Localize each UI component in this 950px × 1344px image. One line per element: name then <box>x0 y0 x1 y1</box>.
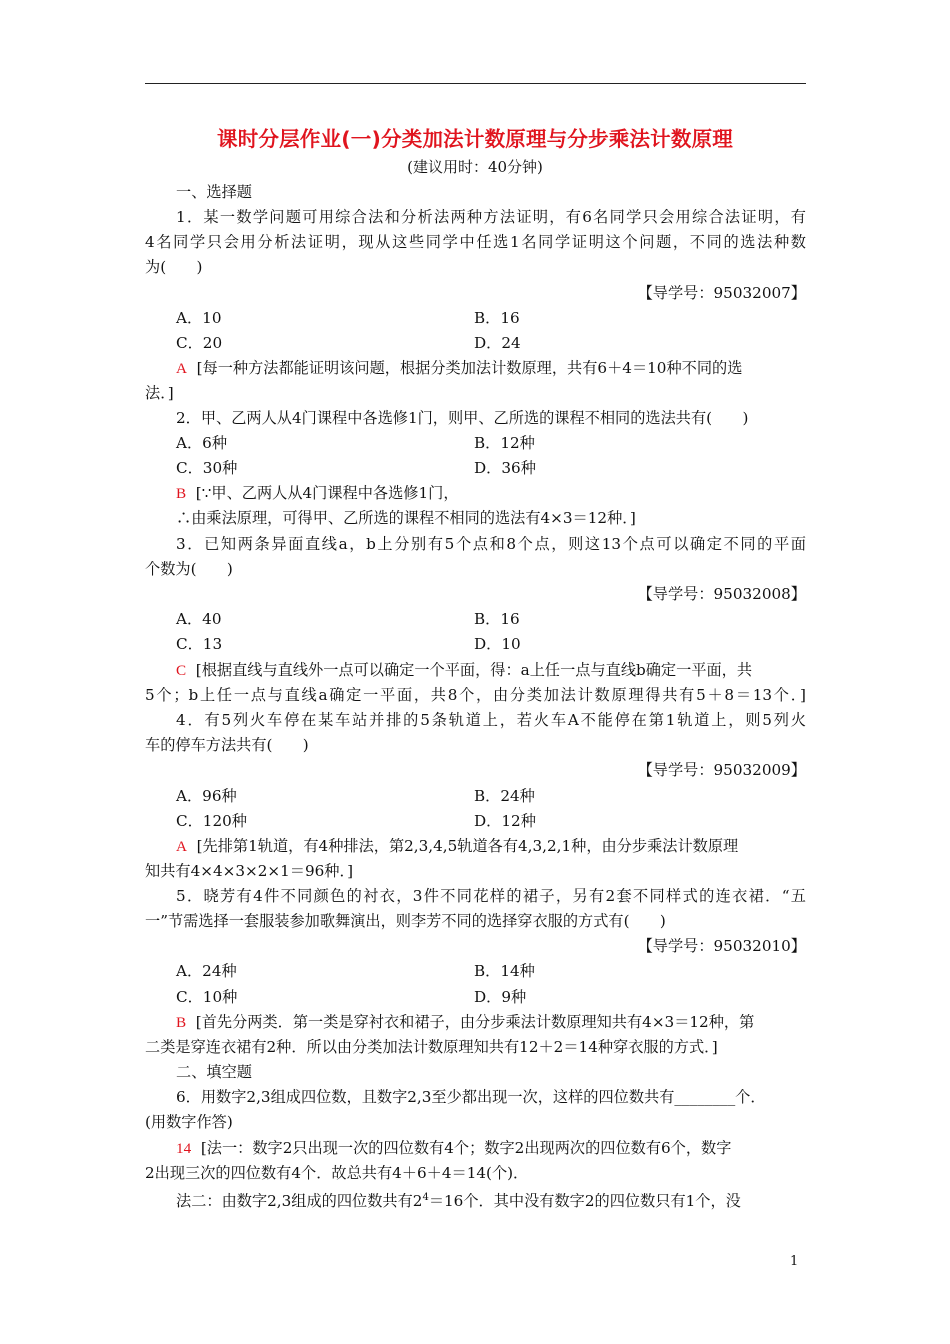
q4-solution-line-1 <box>176 837 806 856</box>
q4-explanation-1: [先排第1轨道，有4种排法，第2,3,4,5轨道各有4,3,2,1种，由分步乘法计数原理 <box>196 837 739 855</box>
q2-explanation-1: [∵甲、乙两人从4门课程中各选修1门， <box>195 484 459 502</box>
q5-answer: B <box>176 1014 187 1031</box>
q1-option-a: A．10 <box>176 309 222 327</box>
q6-stem-line-2: (用数字作答) <box>145 1113 233 1131</box>
q1-stem-line-2: 4名同学只会用分析法证明，现从这些同学中任选1名同学证明这个问题，不同的选法种数 <box>145 233 806 251</box>
page-number: 1 <box>790 1254 799 1269</box>
q1-stem-line-3: 为( ) <box>145 258 203 276</box>
q5-solution-line-1 <box>176 1013 806 1032</box>
q2-solution-line-1 <box>176 484 806 503</box>
section-heading-choice: 一、选择题 <box>176 183 252 201</box>
q6-explanation-1: [法一：数字2只出现一次的四位数有4个；数字2出现两次的四位数有6个，数字 <box>200 1139 732 1157</box>
q3-option-a: A．40 <box>176 610 222 628</box>
q6-explanation-3b: ＝16个．其中没有数字2的四位数只有1个，没 <box>428 1192 741 1211</box>
q2-option-a: A．6种 <box>176 434 228 452</box>
page-subtitle: (建议用时：40分钟) <box>407 158 543 176</box>
q3-option-b: B．16 <box>474 610 520 628</box>
q1-option-b: B．16 <box>474 309 520 327</box>
q5-option-c: C．10种 <box>176 988 238 1006</box>
q2-option-c: C．30种 <box>176 459 238 477</box>
q1-option-d: D．24 <box>474 334 521 352</box>
q3-answer: C <box>176 662 187 679</box>
q5-stem-line-2: 一”节需选择一套服装参加歌舞演出，则李芳不同的选择穿衣服的方式有( ) <box>145 912 666 930</box>
q3-solution-line-1 <box>176 661 806 680</box>
q6-solution-line-1 <box>176 1139 806 1158</box>
q3-explanation-2: 5个；b上任一点与直线a确定一平面，共8个，由分类加法计数原理得共有5＋8＝13个．] <box>145 686 806 704</box>
q3-stem-line-1: 3．已知两条异面直线a，b上分别有5个点和8个点，则这13个点可以确定不同的平面 <box>176 535 806 553</box>
q6-explanation-3a: 法二：由数字2,3组成的四位数共有2 <box>176 1192 423 1211</box>
q6-stem-line-1: 6．用数字2,3组成四位数，且数字2,3至少都出现一次，这样的四位数共有________个． <box>176 1088 766 1106</box>
q2-explanation-2: ∴由乘法原理，可得甲、乙所选的课程不相同的选法有4×3＝12种．] <box>176 509 636 527</box>
q5-option-a: A．24种 <box>176 962 237 980</box>
q2-option-d: D．36种 <box>474 459 536 477</box>
q4-guide-number: 【导学号：95032009】 <box>637 761 806 779</box>
q6-explanation-2: 2出现三次的四位数有4个．故总共有4＋6＋4＝14(个)． <box>145 1164 529 1182</box>
q1-solution-line-1 <box>176 359 806 378</box>
header-rule <box>145 83 806 84</box>
q3-option-d: D．10 <box>474 635 521 653</box>
q3-guide-number: 【导学号：95032008】 <box>637 585 806 603</box>
q2-stem-line-1: 2．甲、乙两人从4门课程中各选修1门，则甲、乙所选的课程不相同的选法共有( ) <box>176 409 749 427</box>
q1-stem-line-1: 1．某一数学问题可用综合法和分析法两种方法证明，有6名同学只会用综合法证明，有 <box>176 208 806 226</box>
q6-exponent: 4 <box>422 1192 429 1203</box>
q4-stem-line-1: 4．有5列火车停在某车站并排的5条轨道上，若火车A不能停在第1轨道上，则5列火 <box>176 711 806 729</box>
q2-option-b: B．12种 <box>474 434 535 452</box>
q5-explanation-2: 二类是穿连衣裙有2种．所以由分类加法计数原理知共有12＋2＝14种穿衣服的方式．] <box>145 1038 718 1056</box>
q4-answer: A <box>176 838 187 855</box>
q5-option-d: D．9种 <box>474 988 527 1006</box>
q4-explanation-2: 知共有4×4×3×2×1＝96种．] <box>145 862 353 880</box>
q1-explanation-2: 法．] <box>145 384 174 402</box>
q3-explanation-1: [根据直线与直线外一点可以确定一个平面，得：a上任一点与直线b确定一平面，共 <box>195 661 753 679</box>
section-heading-fill: 二、填空题 <box>176 1063 252 1081</box>
q4-option-c: C．120种 <box>176 812 247 830</box>
q3-stem-line-2: 个数为( ) <box>145 560 233 578</box>
q1-guide-number: 【导学号：95032007】 <box>637 284 806 302</box>
q4-option-a: A．96种 <box>176 787 237 805</box>
q6-explanation-3 <box>176 1189 806 1210</box>
page-title: 课时分层作业(一)分类加法计数原理与分步乘法计数原理 <box>217 127 733 151</box>
q5-stem-line-1: 5．晓芳有4件不同颜色的衬衣，3件不同花样的裙子，另有2套不同样式的连衣裙．“五 <box>176 887 806 905</box>
q4-option-b: B．24种 <box>474 787 535 805</box>
q5-guide-number: 【导学号：95032010】 <box>637 937 806 955</box>
q1-option-c: C．20 <box>176 334 223 352</box>
q5-explanation-1: [首先分两类．第一类是穿衬衣和裙子，由分步乘法计数原理知共有4×3＝12种，第 <box>195 1013 755 1031</box>
q2-answer: B <box>176 485 187 502</box>
q3-option-c: C．13 <box>176 635 223 653</box>
q1-explanation-1: [每一种方法都能证明该问题，根据分类加法计数原理，共有6＋4＝10种不同的选 <box>196 359 743 377</box>
q5-option-b: B．14种 <box>474 962 535 980</box>
q4-option-d: D．12种 <box>474 812 536 830</box>
q1-answer: A <box>176 360 187 377</box>
q6-answer: 14 <box>176 1140 192 1157</box>
q4-stem-line-2: 车的停车方法共有( ) <box>145 736 309 754</box>
